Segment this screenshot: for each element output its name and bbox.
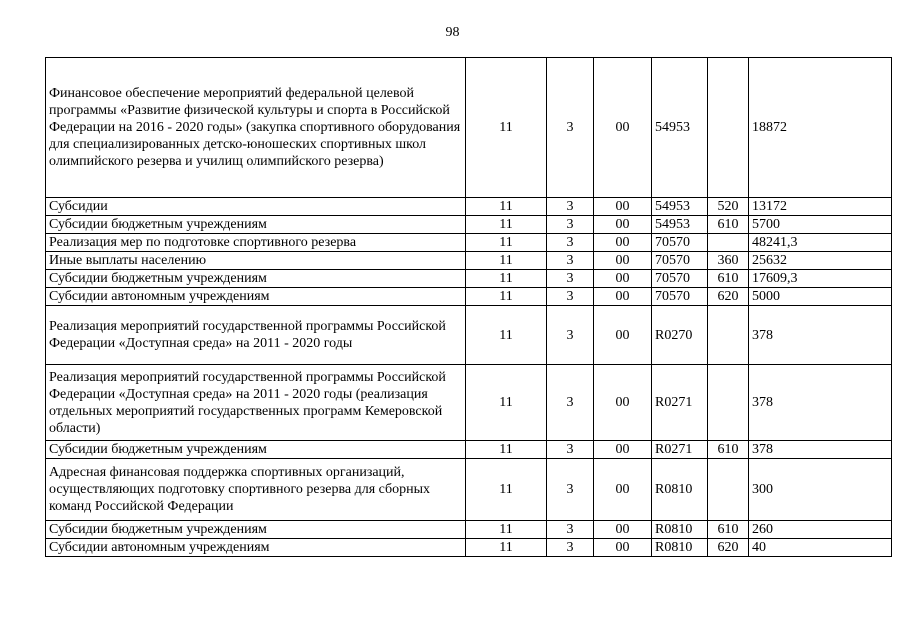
row-name: Иные выплаты населению xyxy=(46,252,466,270)
table-row xyxy=(46,252,892,270)
row-expense-type: 610 xyxy=(708,270,749,288)
page-number: 98 xyxy=(445,25,460,40)
row-sum: 260 xyxy=(749,521,892,539)
row-program-code: 00 xyxy=(594,234,652,252)
row-target-code: 54953 xyxy=(652,58,708,198)
row-expense-type: 610 xyxy=(708,216,749,234)
row-name: Реализация мероприятий государственной программы Российской Федерации «Доступная среда» на 2011 - 2020 годы (реализация отдельных мероприятий государственных программ Кемеровской области) xyxy=(46,365,466,441)
table-row xyxy=(46,306,892,365)
table-row xyxy=(46,234,892,252)
row-name: Субсидии бюджетным учреждениям xyxy=(46,441,466,459)
row-program-code: 00 xyxy=(594,216,652,234)
table-row xyxy=(46,521,892,539)
row-section: 11 xyxy=(466,539,547,557)
row-sum: 378 xyxy=(749,365,892,441)
table-row xyxy=(46,58,892,198)
row-sum: 5000 xyxy=(749,288,892,306)
row-name: Реализация мероприятий государственной программы Российской Федерации «Доступная среда» на 2011 - 2020 годы xyxy=(46,306,466,365)
row-subsection: 3 xyxy=(547,365,594,441)
row-name: Субсидии бюджетным учреждениям xyxy=(46,270,466,288)
row-target-code: 70570 xyxy=(652,270,708,288)
row-name: Субсидии автономным учреждениям xyxy=(46,539,466,557)
row-sum: 48241,3 xyxy=(749,234,892,252)
row-program-code: 00 xyxy=(594,459,652,521)
table-row xyxy=(46,288,892,306)
row-target-code: 70570 xyxy=(652,234,708,252)
row-section: 11 xyxy=(466,234,547,252)
row-expense-type: 360 xyxy=(708,252,749,270)
row-name: Финансовое обеспечение мероприятий федеральной целевой программы «Развитие физической культуры и спорта в Российской Федерации на 2016 - 2020 годы» (закупка спортивного оборудования для специализированных детско-юношеских спортивных школ олимпийского резерва и училищ олимпийского резерва) xyxy=(46,58,466,198)
table-row xyxy=(46,216,892,234)
table-row xyxy=(46,198,892,216)
row-section: 11 xyxy=(466,441,547,459)
row-expense-type xyxy=(708,58,749,198)
row-program-code: 00 xyxy=(594,58,652,198)
table-row xyxy=(46,365,892,441)
row-subsection: 3 xyxy=(547,198,594,216)
row-sum: 18872 xyxy=(749,58,892,198)
row-subsection: 3 xyxy=(547,441,594,459)
row-section: 11 xyxy=(466,365,547,441)
row-expense-type: 610 xyxy=(708,521,749,539)
table-row xyxy=(46,459,892,521)
row-expense-type xyxy=(708,459,749,521)
row-subsection: 3 xyxy=(547,306,594,365)
row-target-code: R0810 xyxy=(652,521,708,539)
row-sum: 5700 xyxy=(749,216,892,234)
row-section: 11 xyxy=(466,270,547,288)
table-row xyxy=(46,539,892,557)
row-section: 11 xyxy=(466,58,547,198)
row-subsection: 3 xyxy=(547,539,594,557)
row-subsection: 3 xyxy=(547,459,594,521)
row-program-code: 00 xyxy=(594,306,652,365)
row-program-code: 00 xyxy=(594,270,652,288)
row-name: Субсидии автономным учреждениям xyxy=(46,288,466,306)
row-program-code: 00 xyxy=(594,521,652,539)
table-row xyxy=(46,270,892,288)
budget-table xyxy=(45,57,892,557)
row-expense-type: 520 xyxy=(708,198,749,216)
row-sum: 13172 xyxy=(749,198,892,216)
row-subsection: 3 xyxy=(547,58,594,198)
row-target-code: 70570 xyxy=(652,252,708,270)
row-expense-type xyxy=(708,306,749,365)
row-subsection: 3 xyxy=(547,521,594,539)
row-sum: 300 xyxy=(749,459,892,521)
row-target-code: R0271 xyxy=(652,365,708,441)
row-subsection: 3 xyxy=(547,252,594,270)
row-program-code: 00 xyxy=(594,441,652,459)
row-expense-type: 620 xyxy=(708,539,749,557)
row-sum: 378 xyxy=(749,441,892,459)
row-name: Субсидии бюджетным учреждениям xyxy=(46,521,466,539)
row-program-code: 00 xyxy=(594,288,652,306)
row-program-code: 00 xyxy=(594,539,652,557)
row-section: 11 xyxy=(466,306,547,365)
row-target-code: 70570 xyxy=(652,288,708,306)
row-expense-type xyxy=(708,365,749,441)
row-name: Субсидии xyxy=(46,198,466,216)
row-section: 11 xyxy=(466,252,547,270)
row-target-code: R0810 xyxy=(652,539,708,557)
row-program-code: 00 xyxy=(594,365,652,441)
row-target-code: 54953 xyxy=(652,216,708,234)
row-target-code: R0810 xyxy=(652,459,708,521)
row-section: 11 xyxy=(466,198,547,216)
row-section: 11 xyxy=(466,521,547,539)
row-name: Субсидии бюджетным учреждениям xyxy=(46,216,466,234)
table-row xyxy=(46,441,892,459)
row-subsection: 3 xyxy=(547,216,594,234)
row-section: 11 xyxy=(466,216,547,234)
row-name: Реализация мер по подготовке спортивного резерва xyxy=(46,234,466,252)
row-subsection: 3 xyxy=(547,270,594,288)
row-section: 11 xyxy=(466,459,547,521)
row-subsection: 3 xyxy=(547,234,594,252)
row-expense-type xyxy=(708,234,749,252)
row-program-code: 00 xyxy=(594,252,652,270)
row-section: 11 xyxy=(466,288,547,306)
row-subsection: 3 xyxy=(547,288,594,306)
row-sum: 40 xyxy=(749,539,892,557)
row-target-code: R0271 xyxy=(652,441,708,459)
row-target-code: 54953 xyxy=(652,198,708,216)
row-name: Адресная финансовая поддержка спортивных организаций, осуществляющих подготовку спортивного резерва для сборных команд Российской Федерации xyxy=(46,459,466,521)
row-program-code: 00 xyxy=(594,198,652,216)
row-sum: 17609,3 xyxy=(749,270,892,288)
row-sum: 378 xyxy=(749,306,892,365)
row-expense-type: 620 xyxy=(708,288,749,306)
row-sum: 25632 xyxy=(749,252,892,270)
row-target-code: R0270 xyxy=(652,306,708,365)
row-expense-type: 610 xyxy=(708,441,749,459)
